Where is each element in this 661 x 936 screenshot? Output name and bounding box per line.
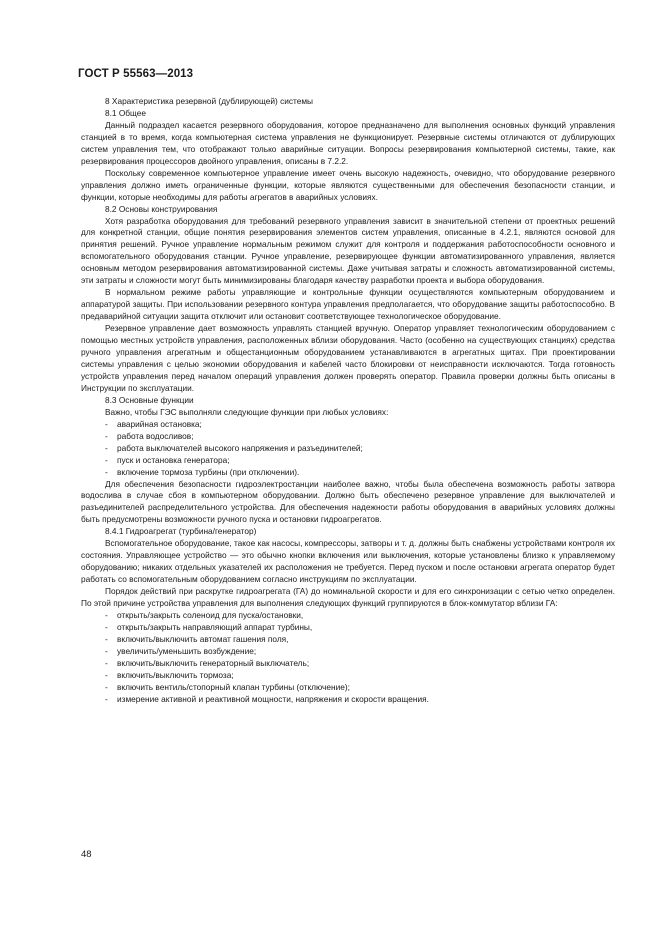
dash-marker: - (105, 669, 108, 680)
paragraph: В нормальном режиме работы управляющие и контрольные функции осуществляются компьютерным оборудованием и аппаратурой защиты. При использовании резервного контура управления предполагается, что оборудование защиты работоспособно. В предаварийной ситуации защита отключит или остановит соответствующее технологическое оборудование. (81, 287, 615, 322)
paragraph: Важно, чтобы ГЭС выполняли следующие функции при любых условиях: (105, 406, 389, 417)
list-item (81, 467, 615, 479)
dash-marker: - (105, 609, 108, 620)
dash-marker: - (105, 657, 108, 668)
list-item-text: включить/выключить тормоза; (117, 669, 234, 680)
list-item-text: работа выключателей высокого напряжения и разъединителей; (117, 442, 363, 453)
list-item (81, 670, 615, 682)
list-item-text: открыть/закрыть соленоид для пуска/остановки, (117, 609, 304, 620)
dash-marker: - (105, 645, 108, 656)
list-item-text: увеличить/уменьшить возбуждение; (117, 645, 257, 656)
list-item (81, 622, 615, 634)
paragraph: Поскольку современное компьютерное управление имеет очень высокую надежность, очевидно, что оборудование резервного управления должно иметь ограниченные функции, которые являются существенными для обеспечения безопасности станции, и функции, которые необходимы для работы агрегатов в аварийных условиях. (81, 167, 615, 202)
paragraph: Хотя разработка оборудования для требований резервного управления зависит в значительной степени от проектных решений для конкретной станции, общие понятия резервирования элементов систем управления, описанные в 4.2.1, являются основой для принятия решений. Ручное управление нормальным режимом служит для контроля и поддержания работоспособности основного и вспомогательного оборудования станции. Ручное управление, резервирующее функции автоматизированного управления, является основным методом резервирования автоматизированной системы. Даже учитывая затраты и сложность автоматизированной системы, эти затраты и сложности могут быть минимизированы благодаря качеству разработки проекта и выбора оборудования. (81, 215, 615, 286)
dash-marker: - (105, 430, 108, 441)
dash-marker: - (105, 442, 108, 453)
paragraph: Порядок действий при раскрутке гидроагрегата (ГА) до номинальной скорости и для его синхронизации с сетью четко определен. По этой причине устройства управления для выполнения следующих функций группируются в блок-коммутатор вблизи ГА: (81, 586, 615, 609)
dash-marker: - (105, 466, 108, 477)
section-heading: 8 Характеристика резервной (дублирующей) системы (105, 96, 313, 106)
section-heading: 8.3 Основные функции (105, 394, 194, 405)
bullet-list (81, 419, 615, 479)
list-item-text: работа водосливов; (117, 430, 194, 441)
list-item (81, 455, 615, 467)
paragraph: Данный подраздел касается резервного оборудования, которое предназначено для выполнения основных функций управления станцией в то время, когда компьютерная система управления не функционирует. Резервные системы отличаются от дублирующих систем управления тем, что отображают только аварийные ситуации. Вопросы резервирования компьютерной системы, такие, как резервирования процессоров двойного управления, описаны в 7.2.2. (81, 119, 615, 166)
list-item-text: аварийная остановка; (117, 418, 202, 429)
list-item-text: пуск и остановка генератора; (117, 454, 230, 465)
list-item (81, 443, 615, 455)
document-header: ГОСТ Р 55563—2013 (78, 68, 194, 80)
paragraph: Вспомогательное оборудование, такое как насосы, компрессоры, затворы и т. д. должны быть снабжены устройствами контроля их состояния. Управляющее устройство — это обычно кнопки включения или выключения, которые установлены близко к управляемому оборудованию; никаких отдельных указателей их расположения не требуется. Перед пуском и после остановки агрегата оператор будет работать со вспомогательным оборудованием согласно инструкциям по эксплуатации. (81, 538, 615, 585)
list-item-text: включить/выключить генераторный выключатель; (117, 657, 310, 668)
dash-marker: - (105, 633, 108, 644)
dash-marker: - (105, 418, 108, 429)
bullet-list (81, 610, 615, 706)
paragraph: Для обеспечения безопасности гидроэлектростанции наиболее важно, чтобы была обеспечена возможность работы затвора водослива в случае сбоя в компьютерном оборудовании. Должно быть обеспечено резервное управление для выключателей и разъединителей распределительного устройства. Для обеспечения надежности работы оборудования в аварийных условиях должны быть предусмотрены возможности ручного пуска и остановки гидроагрегатов. (81, 478, 615, 525)
list-item-text: включить вентиль/стопорный клапан турбины (отключение); (117, 681, 350, 692)
document-body (81, 96, 615, 706)
list-item (81, 646, 615, 658)
section-heading: 8.1 Общее (105, 107, 147, 118)
list-item (81, 682, 615, 694)
dash-marker: - (105, 454, 108, 465)
list-item (81, 634, 615, 646)
page-number: 48 (81, 849, 92, 860)
list-item (81, 610, 615, 622)
list-item-text: открыть/закрыть направляющий аппарат турбины, (117, 621, 313, 632)
list-item-text: включить/выключить автомат гашения поля, (117, 633, 289, 644)
list-item (81, 419, 615, 431)
paragraph: Резервное управление дает возможность управлять станцией вручную. Оператор управляет технологическим оборудованием с помощью местных устройств управления, расположенных вблизи оборудования. Часто (особенно на существующих станциях) средства ручного управления агрегатным и общестанционным оборудованием устанавливаются в агрегатных щитах. При проектировании системы управления с целью экономии оборудования и кабелей часто блокировки от неисправности исключаются. Тогда готовность устройств управления перед началом операций управления должен проверять оператор. Правила проверки должны быть описаны в Инструкции по эксплуатации. (81, 323, 615, 393)
list-item (81, 431, 615, 443)
dash-marker: - (105, 693, 108, 704)
list-item-text: измерение активной и реактивной мощности, напряжения и скорости вращения. (117, 693, 429, 704)
list-item (81, 658, 615, 670)
list-item-text: включение тормоза турбины (при отключении). (117, 466, 300, 477)
dash-marker: - (105, 681, 108, 692)
list-item (81, 694, 615, 706)
dash-marker: - (105, 621, 108, 632)
section-heading: 8.4.1 Гидроагрегат (турбина/генератор) (105, 526, 257, 537)
section-heading: 8.2 Основы конструирования (105, 203, 218, 214)
